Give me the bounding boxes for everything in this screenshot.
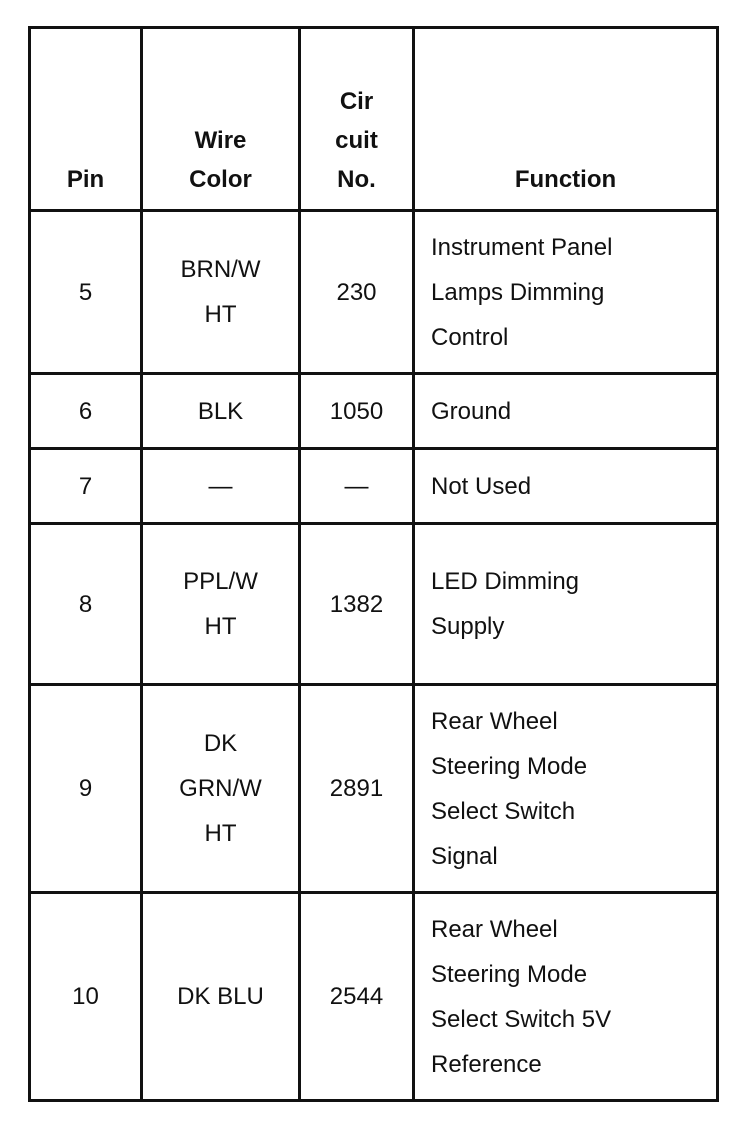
- wire-color-cell: —: [142, 449, 300, 524]
- pin-cell: 7: [30, 449, 142, 524]
- function-cell: Rear Wheel Steering Mode Select Switch 5V Reference: [414, 893, 718, 1101]
- pin-column-header: Pin: [30, 28, 142, 211]
- function-cell: Rear Wheel Steering Mode Select Switch Signal: [414, 685, 718, 893]
- function-cell: Ground: [414, 374, 718, 449]
- pin-table: [28, 26, 719, 1102]
- function-column-header: Function: [414, 28, 718, 211]
- wire-color-cell: DK GRN/W HT: [142, 685, 300, 893]
- circuit-cell: 230: [300, 211, 414, 374]
- wire-color-cell: BLK: [142, 374, 300, 449]
- circuit-cell: 2544: [300, 893, 414, 1101]
- wire-color-cell: PPL/W HT: [142, 524, 300, 685]
- wire-color-cell: DK BLU: [142, 893, 300, 1101]
- pin-cell: 5: [30, 211, 142, 374]
- table-row: [30, 893, 718, 1101]
- table-row: [30, 211, 718, 374]
- pin-cell: 10: [30, 893, 142, 1101]
- pin-cell: 8: [30, 524, 142, 685]
- circuit-number-column-header: Cir cuit No.: [300, 28, 414, 211]
- table-row: [30, 685, 718, 893]
- function-cell: Instrument Panel Lamps Dimming Control: [414, 211, 718, 374]
- pin-cell: 6: [30, 374, 142, 449]
- table-row: [30, 374, 718, 449]
- wire-color-cell: BRN/W HT: [142, 211, 300, 374]
- circuit-cell: —: [300, 449, 414, 524]
- table-header-row: [30, 28, 718, 211]
- table-row: [30, 449, 718, 524]
- wire-color-column-header: Wire Color: [142, 28, 300, 211]
- table-row: [30, 524, 718, 685]
- circuit-cell: 2891: [300, 685, 414, 893]
- function-cell: Not Used: [414, 449, 718, 524]
- circuit-cell: 1382: [300, 524, 414, 685]
- circuit-cell: 1050: [300, 374, 414, 449]
- pin-cell: 9: [30, 685, 142, 893]
- function-cell: LED Dimming Supply: [414, 524, 718, 685]
